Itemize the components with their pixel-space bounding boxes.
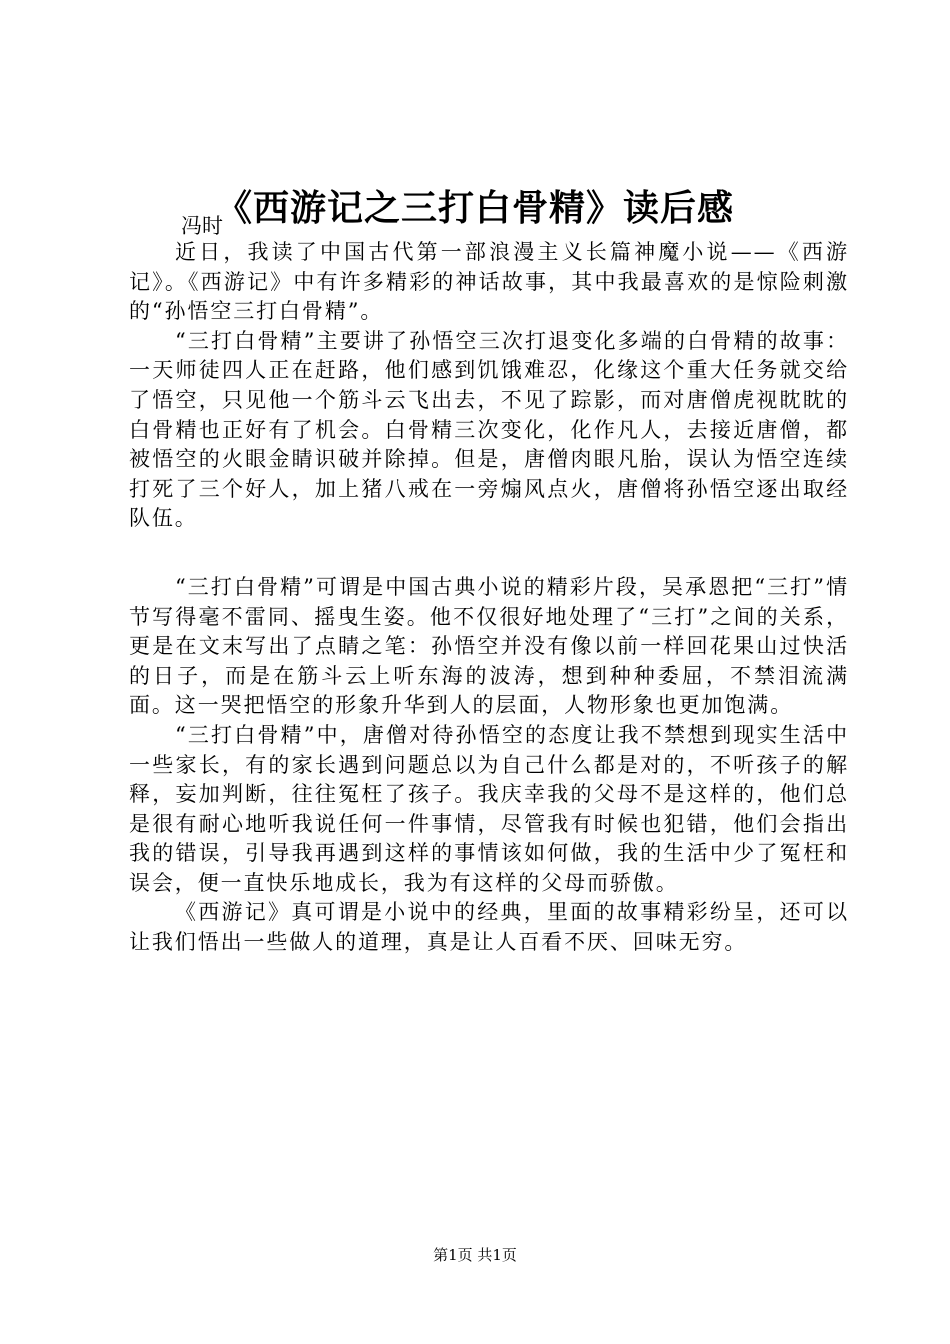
paragraph-intro: 近日，我读了中国古代第一部浪漫主义长篇神魔小说——《西游记》。《西游记》中有许多精彩的神话故事，其中我最喜欢的是惊险刺激的“孙悟空三打白骨精”。 — [129, 240, 849, 324]
document-title: 《西游记之三打白骨精》读后感 — [215, 187, 734, 229]
paragraph-reflection: “三打白骨精”中，唐僧对待孙悟空的态度让我不禁想到现实生活中一些家长，有的家长遇到问题总以为自己什么都是对的，不听孩子的解释，妄加判断，往往冤枉了孩子。我庆幸我的父母不是这样的，他们总是很有耐心地听我说任何一件事情，尽管我有时候也犯错，他们会指出我的错误，引导我再遇到这样的事情该如何做，我的生活中少了冤枉和误会，便一直快乐地成长，我为有这样的父母而骄傲。 — [129, 722, 849, 895]
document-body — [129, 238, 849, 958]
author-name: 冯时 — [181, 214, 223, 238]
page-number-footer: 第1页 共1页 — [433, 1246, 517, 1264]
paragraph-analysis: “三打白骨精”可谓是中国古典小说的精彩片段，吴承恩把“三打”情节写得毫不雷同、摇曳生姿。他不仅很好地处理了“三打”之间的关系，更是在文末写出了点睛之笔：孙悟空并没有像以前一样回花果山过快活的日子，而是在筋斗云上听东海的波涛，想到种种委屈，不禁泪流满面。这一哭把悟空的形象升华到人的层面，人物形象也更加饱满。 — [129, 574, 849, 718]
paragraph-spacer — [129, 534, 849, 573]
paragraph-conclusion: 《西游记》真可谓是小说中的经典，里面的故事精彩纷呈，还可以让我们悟出一些做人的道理，真是让人百看不厌、回味无穷。 — [129, 900, 849, 955]
paragraph-story: “三打白骨精”主要讲了孙悟空三次打退变化多端的白骨精的故事：一天师徒四人正在赶路，他们感到饥饿难忍，化缘这个重大任务就交给了悟空，只见他一个筋斗云飞出去，不见了踪影，而对唐僧虎视眈眈的白骨精也正好有了机会。白骨精三次变化，化作凡人，去接近唐僧，都被悟空的火眼金睛识破并除掉。但是，唐僧肉眼凡胎，误认为悟空连续打死了三个好人，加上猪八戒在一旁煽风点火，唐僧将孙悟空逐出取经队伍。 — [129, 328, 849, 531]
